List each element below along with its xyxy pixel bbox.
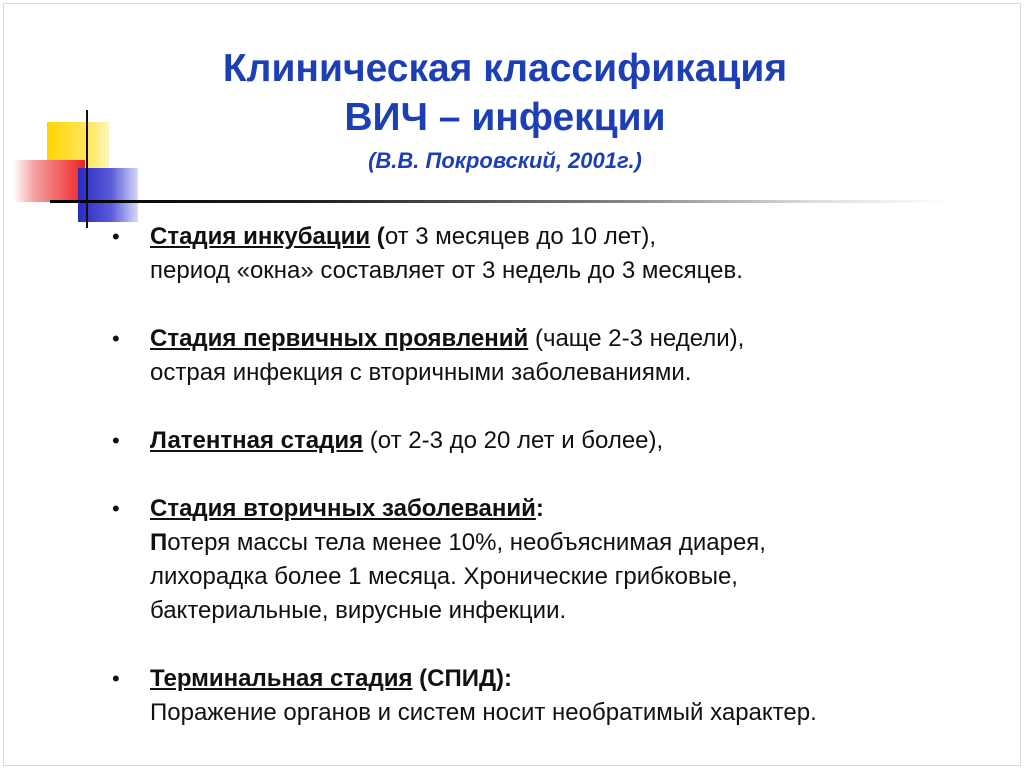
stage-heading: Стадия вторичных заболеваний	[150, 495, 536, 522]
stage-description-line: лихорадка более 1 месяца. Хронические грибковые,	[150, 563, 738, 590]
bullet-icon: •	[112, 666, 120, 691]
stage-heading-suffix: (СПИД):	[412, 665, 513, 692]
title-subtitle: (В.В. Покровский, 2001г.)	[368, 148, 642, 173]
list-item-text	[150, 662, 970, 730]
bullet-icon: •	[112, 224, 120, 249]
stage-detail: от 3 месяцев до 10 лет),	[384, 223, 656, 250]
list-item-text	[150, 424, 970, 458]
list-item-text	[150, 220, 970, 288]
stage-first-letter: П	[150, 529, 168, 556]
stage-heading: Стадия первичных проявлений	[150, 325, 529, 352]
list-item-text	[150, 322, 970, 390]
slide-title	[110, 44, 900, 178]
stage-description-line: период «окна» составляет от 3 недель до 3 месяцев.	[150, 257, 743, 284]
stage-description-line: острая инфекция с вторичными заболеваниями.	[150, 359, 692, 386]
stage-detail: (от 2-3 до 20 лет и более),	[363, 427, 664, 454]
title-underline-rule	[50, 200, 950, 203]
stage-heading: Терминальная стадия	[150, 665, 413, 692]
stage-heading: Стадия инкубации	[150, 223, 371, 250]
stage-description-line: Поражение органов и систем носит необратимый характер.	[150, 699, 817, 726]
title-line-2: ВИЧ – инфекции	[344, 96, 666, 139]
decor-red-square	[13, 160, 85, 202]
stage-heading-suffix: :	[535, 495, 544, 522]
bullet-icon: •	[112, 326, 120, 351]
list-item-text	[150, 492, 970, 628]
stage-detail: (чаще 2-3 недели),	[528, 325, 745, 352]
stage-heading-suffix: (	[370, 223, 385, 250]
bullet-icon: •	[112, 428, 120, 453]
stage-description-line: отеря массы тела менее 10%, необъяснимая диарея,	[167, 529, 766, 556]
title-line-1: Клиническая классификация	[222, 47, 788, 90]
decor-vertical-line	[86, 110, 88, 228]
bullet-icon: •	[112, 496, 120, 521]
stage-heading: Латентная стадия	[150, 427, 364, 454]
stage-description-line: бактериальные, вирусные инфекции.	[150, 597, 567, 624]
